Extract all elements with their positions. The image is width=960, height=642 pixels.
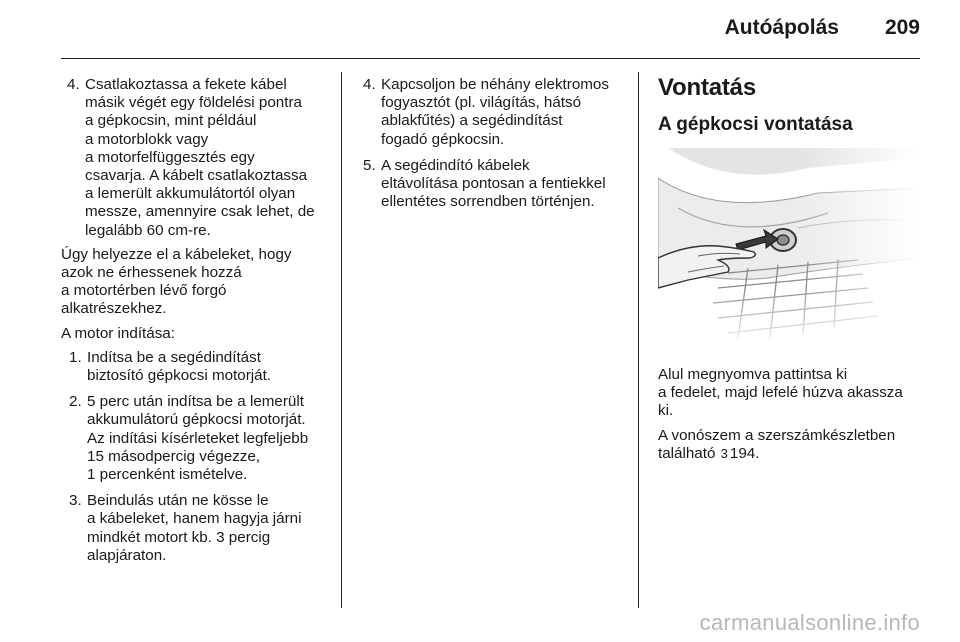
text-line: A segédindító kábelek xyxy=(381,156,530,174)
sub-heading: A gépkocsi vontatása xyxy=(658,114,853,135)
text-line: legalább 60 cm-re. xyxy=(85,221,211,239)
page-reference-icon: 3 xyxy=(720,445,728,461)
text-line: Csatlakoztassa a fekete kábel xyxy=(85,76,287,93)
section-title: Autóápolás xyxy=(724,16,839,39)
list-item xyxy=(63,492,327,565)
list-item xyxy=(63,393,327,484)
text-line: Kapcsoljon be néhány elektromos xyxy=(381,76,609,93)
text-line: 1 percenként ismételve. xyxy=(87,466,248,484)
text-line: mindkét motort kb. 3 percig xyxy=(87,528,271,546)
text-line: azok ne érhessenek hozzá xyxy=(61,264,242,282)
list-item xyxy=(357,157,625,212)
text-line: a motorblokk vagy xyxy=(85,130,209,148)
text-line: eltávolítása pontosan a fentiekkel xyxy=(381,175,606,193)
text-line: a motorfelfüggesztés egy xyxy=(85,148,255,166)
column-2 xyxy=(357,76,625,211)
text-line: A vonószem a szerszámkészletben xyxy=(658,426,896,444)
text-line: fogyasztót (pl. világítás, hátsó xyxy=(381,94,582,112)
text-line: található xyxy=(658,444,716,462)
text-line: csavarja. A kábelt csatlakoztassa xyxy=(85,167,308,185)
step-number: 2. xyxy=(69,393,82,411)
text-line: messze, amennyire csak lehet, de xyxy=(85,203,315,221)
column-divider-1 xyxy=(341,72,342,608)
connection-steps xyxy=(61,76,327,240)
watermark: carmanualsonline.info xyxy=(699,610,920,635)
step-number: 1. xyxy=(69,348,82,366)
text-line: biztosító gépkocsi motorját. xyxy=(87,367,272,385)
text-line: Beindulás után ne kösse le xyxy=(87,492,269,510)
cover-removal-paragraph xyxy=(658,366,920,421)
step-number: 4. xyxy=(363,76,376,93)
column-1 xyxy=(61,76,327,565)
text-line: 5 perc után indítsa be a lemerült xyxy=(87,393,304,411)
text-line: a kábeleket, hanem hagyja járni xyxy=(87,510,302,528)
step-number: 3. xyxy=(69,492,82,510)
text-line: Úgy helyezze el a kábeleket, hogy xyxy=(61,245,292,263)
text-line: másik végét egy földelési pontra xyxy=(85,94,302,112)
text-line: Indítsa be a segédindítást xyxy=(87,348,261,366)
header-divider xyxy=(61,58,920,59)
text-line: Az indítási kísérleteket legfeljebb xyxy=(87,429,309,447)
list-item xyxy=(357,76,625,149)
text-line: a motortérben lévő forgó xyxy=(61,282,227,300)
text-line: akkumulátorú gépkocsi motorját. xyxy=(87,411,306,429)
step-number: 4. xyxy=(67,76,80,93)
finish-steps xyxy=(357,76,625,211)
start-label: A motor indítása: xyxy=(61,324,175,342)
list-item xyxy=(61,76,327,240)
page-reference-link[interactable]: 194. xyxy=(729,444,760,462)
text-line: a fedelet, majd lefelé húzva akassza xyxy=(658,384,903,402)
text-line: ablakfűtés) a segédindítást xyxy=(381,112,563,130)
towing-eye-paragraph xyxy=(658,427,920,463)
column-divider-2 xyxy=(638,72,639,608)
cable-placement-paragraph xyxy=(61,246,327,319)
text-line: ki. xyxy=(658,402,674,420)
page-header xyxy=(725,16,920,48)
start-steps xyxy=(61,349,327,565)
text-line: fogadó gépkocsin. xyxy=(381,130,505,148)
step-number: 5. xyxy=(363,156,376,174)
column-3 xyxy=(658,74,920,463)
text-line: 15 másodpercig végezze, xyxy=(87,447,261,465)
text-line: alkatrészekhez. xyxy=(61,300,167,318)
text-line: ellentétes sorrendben történjen. xyxy=(381,193,595,211)
list-item xyxy=(63,349,327,385)
page-number: 209 xyxy=(884,16,920,39)
section-heading: Vontatás xyxy=(658,74,756,101)
text-line: a lemerült akkumulátortól olyan xyxy=(85,185,296,203)
text-line: a gépkocsin, mint például xyxy=(85,112,257,130)
towing-cover-illustration xyxy=(658,148,920,348)
text-line: alapjáraton. xyxy=(87,546,167,564)
text-line: Alul megnyomva pattintsa ki xyxy=(658,366,848,383)
